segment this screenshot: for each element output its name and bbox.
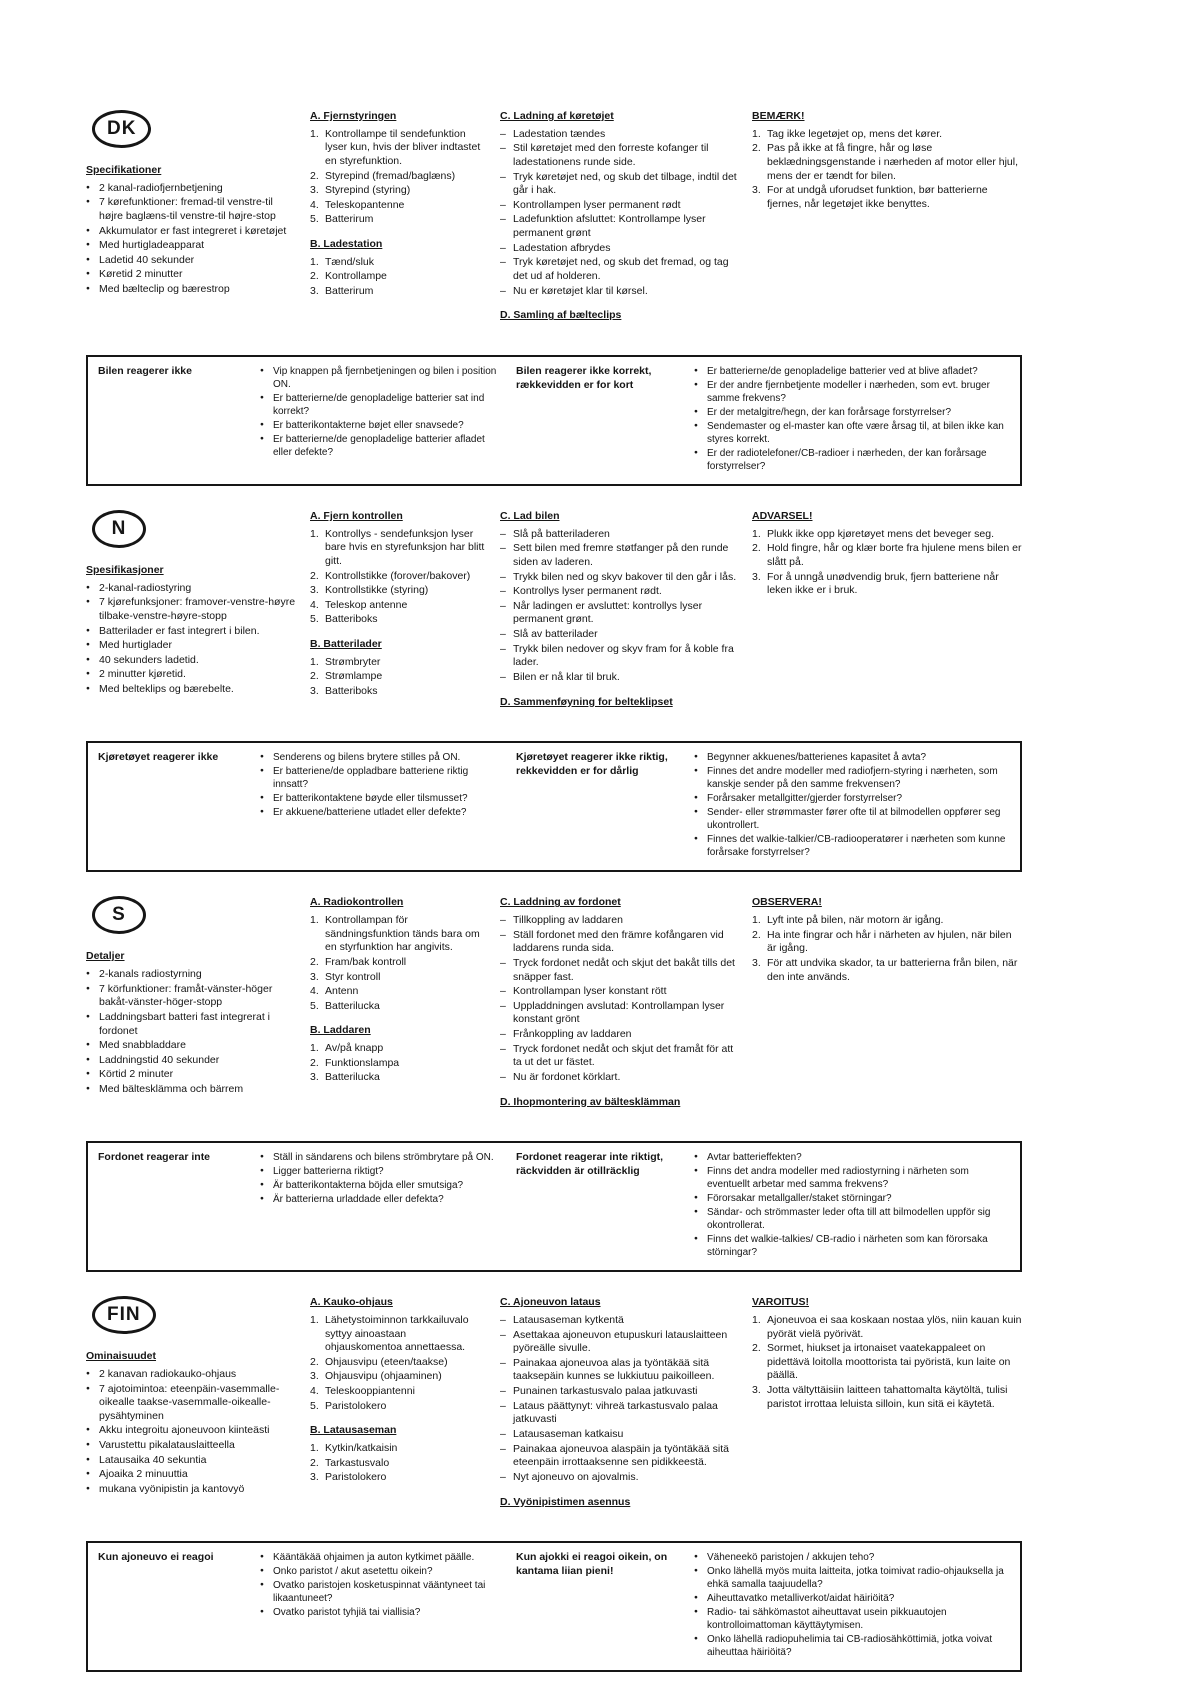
check-item: ● Er batterikontaktene bøyde eller tilsmusset? xyxy=(260,792,500,805)
warning-list xyxy=(752,1314,1022,1411)
check-item: ● Er der andre fjernbetjente modeller i nærheden, som evt. bruger samme frekvens? xyxy=(694,379,1012,405)
remote-control-item: Ohjausvipu (eteen/taakse) xyxy=(325,1355,448,1368)
charging-column xyxy=(500,896,738,1113)
section-a-list xyxy=(310,1314,486,1413)
spec-item: ● Laddningstid 40 sekunder xyxy=(86,1054,296,1068)
language-badge xyxy=(92,510,146,548)
remote-control-item: Kontrollampe til sendefunktion lyser kun, hvis der bliver indtastet en styrefunktion. xyxy=(325,127,481,167)
spec-item: ● Ajoaika 2 minuuttia xyxy=(86,1468,296,1482)
specs-title: Spesifikasjoner xyxy=(86,563,164,576)
charging-step: – Lataus päättynyt: vihreä tarkastusvalo palaa jatkuvasti xyxy=(500,1400,738,1427)
spec-item: ● Køretid 2 minutter xyxy=(86,268,296,282)
remote-control-item: Kontrollstikke (styring) xyxy=(325,584,429,597)
remote-control-item: Styr kontroll xyxy=(325,970,381,983)
check-item: ● Onko paristot / akut asetettu oikein? xyxy=(260,1565,500,1578)
charging-step: – Sett bilen med fremre støtfanger på den runde siden av laderen. xyxy=(500,542,738,569)
warning-column xyxy=(752,110,1022,327)
check-item: ● Väheneekö paristojen / akkujen teho? xyxy=(694,1551,1012,1564)
checks-short-range xyxy=(694,365,1012,474)
language-block xyxy=(86,896,1022,1272)
warning-column xyxy=(752,510,1022,713)
checks-no-response xyxy=(260,1151,500,1260)
charging-step: – Når ladingen er avsluttet: kontrollys lyser permanent grønt. xyxy=(500,600,738,627)
remote-control-item: Paristolokero xyxy=(325,1399,387,1412)
remote-control-item: Batteriboks xyxy=(325,613,378,626)
charging-step: – Ställ fordonet med den främre kofångaren vid laddarens runda sida. xyxy=(500,929,738,956)
charging-step: – Nu är fordonet körklart. xyxy=(500,1071,738,1085)
remote-control-item: Kontrollys - sendefunksjon lyser bare hvis en styrefunksjon har blitt gitt. xyxy=(325,527,485,567)
warning-item: Sormet, hiukset ja irtonaiset vaatekappaleet on pidettävä loitolla moottorista tai pyöristä, kun laite on päällä. xyxy=(767,1342,1011,1382)
section-a-title: A. Kauko-ohjaus xyxy=(310,1296,393,1309)
section-c-list xyxy=(500,914,738,1085)
specs-column xyxy=(86,896,296,1113)
spec-item: ● Latausaika 40 sekuntia xyxy=(86,1454,296,1468)
remote-control-item: Batterilucka xyxy=(325,999,380,1012)
problem-label-short-range: Kun ajokki ei reagoi oikein, on kantama liian pieni! xyxy=(516,1551,668,1577)
charging-station-item: Tænd/sluk xyxy=(325,255,375,268)
warning-item: Pas på ikke at få fingre, hår og løse beklædningsgenstande i nærheden af motor eller hjul, mens der er tændt for bilen. xyxy=(767,142,1018,182)
charging-step: – Slå på batteriladeren xyxy=(500,528,738,542)
charging-step: – Kontrollampen lyser permanent rødt xyxy=(500,199,738,213)
warning-item: För att undvika skador, ta ur batterierna från bilen, när den inte används. xyxy=(767,956,1018,983)
problem-label-short-range: Fordonet reagerar inte riktigt, räckvidden är otillräcklig xyxy=(516,1151,664,1177)
language-block xyxy=(86,510,1022,872)
charging-column xyxy=(500,510,738,713)
spec-item: ● Med bältesklämma och bärrem xyxy=(86,1083,296,1097)
warning-column xyxy=(752,1296,1022,1513)
section-c-list xyxy=(500,528,738,685)
troubleshooting-table xyxy=(86,1541,1022,1672)
charging-station-item: Tarkastusvalo xyxy=(325,1456,390,1469)
charging-step: – Asettakaa ajoneuvon etupuskuri latauslaitteen pyöreälle sivulle. xyxy=(500,1329,738,1356)
spec-item: ● 7 kørefunktioner: fremad-til venstre-til højre baglæns-til venstre-til højre-stop xyxy=(86,196,296,223)
warning-title: ADVARSEL! xyxy=(752,509,813,522)
charging-column xyxy=(500,110,738,327)
language-section xyxy=(86,1296,1022,1513)
section-a-list xyxy=(310,128,486,227)
section-a-title: A. Radiokontrollen xyxy=(310,896,404,909)
spec-item: ● Körtid 2 minuter xyxy=(86,1068,296,1082)
spec-item: ● 7 kjørefunksjoner: framover-venstre-høyre tilbake-venstre-høyre-stopp xyxy=(86,596,296,623)
warning-item: For at undgå uforudset funktion, bør batterierne fjernes, når legetøjet ikke benyttes. xyxy=(767,184,988,210)
troubleshooting-table xyxy=(86,1141,1022,1272)
section-b-title: B. Ladestation xyxy=(310,238,383,251)
charging-station-item: Strømlampe xyxy=(325,670,383,683)
spec-item: ● 2-kanal-radiostyring xyxy=(86,582,296,596)
check-item: ● Er batterierne/de genopladelige batterier sat ind korrekt? xyxy=(260,392,500,418)
check-item: ● Finns det walkie-talkies/ CB-radio i närheten som kan förorsaka störningar? xyxy=(694,1233,1012,1259)
problem-label-no-response: Fordonet reagerar inte xyxy=(98,1151,211,1164)
specs-column xyxy=(86,110,296,327)
section-b-list xyxy=(310,1442,486,1485)
checks-short-range xyxy=(694,751,1012,860)
specs-column xyxy=(86,510,296,713)
spec-item: ● 40 sekunders ladetid. xyxy=(86,654,296,668)
spec-item: ● Laddningsbart batteri fast integrerat i fordonet xyxy=(86,1011,296,1038)
charging-station-item: Kytkin/katkaisin xyxy=(325,1442,398,1455)
spec-item: ● Akkumulator er fast integreret i køretøjet xyxy=(86,225,296,239)
spec-item: ● Med bælteclip og bærestrop xyxy=(86,283,296,297)
section-d-title: D. Samling af bælteclips xyxy=(500,309,622,322)
section-d-title: D. Ihopmontering av bältesklämman xyxy=(500,1095,681,1108)
warning-list xyxy=(752,914,1022,984)
remote-control-item: Kontrollstikke (forover/bakover) xyxy=(325,569,471,582)
charging-step: – Tryck fordonet nedåt och skjut det framåt för att ta ut det ur fästet. xyxy=(500,1043,738,1070)
charging-step: – Kontrollys lyser permanent rødt. xyxy=(500,585,738,599)
warning-item: Plukk ikke opp kjøretøyet mens det beveger seg. xyxy=(767,527,995,540)
remote-and-charger-column xyxy=(310,110,486,327)
charging-step: – Ladestation afbrydes xyxy=(500,242,738,256)
specs-list xyxy=(86,968,296,1097)
specs-list xyxy=(86,182,296,297)
charging-step: – Trykk bilen ned og skyv bakover til den går i lås. xyxy=(500,571,738,585)
spec-item: ● 7 ajotoimintoa: eteenpäin-vasemmalle-oikealle taakse-vasemmalle-oikealle-pysähtyminen xyxy=(86,1383,296,1424)
warning-item: Lyft inte på bilen, när motorn är igång. xyxy=(767,913,944,926)
charging-step: – Bilen er nå klar til bruk. xyxy=(500,671,738,685)
check-item: ● Vip knappen på fjernbetjeningen og bilen i position ON. xyxy=(260,365,500,391)
section-a-title: A. Fjernstyringen xyxy=(310,110,397,122)
check-item: ● Finns det andra modeller med radiostyrning i närheten som eventuellt arbetar med samma frekvens? xyxy=(694,1165,1012,1191)
problem-label-no-response: Kun ajoneuvo ei reagoi xyxy=(98,1551,214,1564)
spec-item: ● Med hurtiglader xyxy=(86,639,296,653)
charging-step: – Latausaseman katkaisu xyxy=(500,1428,738,1442)
check-item: ● Aiheuttavatko metalliverkot/aidat häiriöitä? xyxy=(694,1592,1012,1605)
check-item: ● Onko lähellä radiopuhelimia tai CB-radiosähköttimiä, jotka voivat aiheuttaa häiriöitä? xyxy=(694,1633,1012,1659)
language-badge xyxy=(92,110,151,148)
charging-step: – Tryk køretøjet ned, og skub det fremad, og tag det ud af holderen. xyxy=(500,256,738,283)
warning-title: VAROITUS! xyxy=(752,1296,809,1309)
check-item: ● Kääntäkää ohjaimen ja auton kytkimet päälle. xyxy=(260,1551,500,1564)
spec-item: ● 2 minutter kjøretid. xyxy=(86,668,296,682)
language-section xyxy=(86,896,1022,1113)
language-block xyxy=(86,110,1022,486)
warning-item: Hold fingre, hår og klær borte fra hjulene mens bilen er slått på. xyxy=(767,542,1022,568)
remote-control-item: Styrepind (styring) xyxy=(325,184,411,197)
specs-column xyxy=(86,1296,296,1513)
remote-control-item: Teleskop antenne xyxy=(325,598,408,611)
section-d-title: D. Vyönipistimen asennus xyxy=(500,1495,631,1508)
check-item: ● Onko lähellä myös muita laitteita, jotka toimivat radio-ohjauksella ja ehkä samalla taajuudella? xyxy=(694,1565,1012,1591)
spec-item: ● Ladetid 40 sekunder xyxy=(86,254,296,268)
language-code: N xyxy=(111,517,127,539)
check-item: ● Senderens og bilens brytere stilles på ON. xyxy=(260,751,500,764)
section-c-title: C. Lad bilen xyxy=(500,509,560,522)
language-code: FIN xyxy=(107,1303,141,1325)
charging-step: – Frånkoppling av laddaren xyxy=(500,1028,738,1042)
charging-station-item: Batterilucka xyxy=(325,1071,380,1084)
remote-control-item: Teleskopantenne xyxy=(325,198,405,211)
spec-item: ● mukana vyönipistin ja kantovyö xyxy=(86,1483,296,1497)
remote-control-item: Styrepind (fremad/baglæns) xyxy=(325,169,456,182)
check-item: ● Sendemaster og el-master kan ofte være årsag til, at bilen ikke kan styres korrekt. xyxy=(694,420,1012,446)
checks-no-response xyxy=(260,751,500,860)
remote-and-charger-column xyxy=(310,510,486,713)
charging-step: – Trykk bilen nedover og skyv fram for å koble fra lader. xyxy=(500,643,738,670)
warning-title: OBSERVERA! xyxy=(752,896,822,909)
charging-station-item: Kontrollampe xyxy=(325,270,387,283)
check-item: ● Begynner akkuenes/batterienes kapasitet å avta? xyxy=(694,751,1012,764)
section-b-list xyxy=(310,256,486,299)
language-section xyxy=(86,110,1022,327)
spec-item: ● Akku integroitu ajoneuvoon kiinteästi xyxy=(86,1424,296,1438)
checks-no-response xyxy=(260,365,500,474)
check-item: ● Är batterikontakterna böjda eller smutsiga? xyxy=(260,1179,500,1192)
language-block xyxy=(86,1296,1022,1672)
section-d-title: D. Sammenføyning for belteklipset xyxy=(500,695,673,708)
check-item: ● Er akkuene/batteriene utladet eller defekte? xyxy=(260,806,500,819)
specs-list xyxy=(86,1368,296,1497)
charging-step: – Painakaa ajoneuvoa alaspäin ja työntäkää sitä eteenpäin irrottaaksenne sen pidikkeestä. xyxy=(500,1443,738,1470)
spec-item: ● Varustettu pikalatauslaitteella xyxy=(86,1439,296,1453)
section-b-list xyxy=(310,1042,486,1085)
section-c-list xyxy=(500,128,738,299)
spec-item: ● 2-kanals radiostyrning xyxy=(86,968,296,982)
charging-step: – Kontrollampan lyser konstant rött xyxy=(500,985,738,999)
spec-item: ● 2 kanavan radiokauko-ohjaus xyxy=(86,1368,296,1382)
check-item: ● Är batterierna urladdade eller defekta? xyxy=(260,1193,500,1206)
charging-step: – Ladestation tændes xyxy=(500,128,738,142)
problem-label-short-range: Kjøretøyet reagerer ikke riktig, rekkevidden er for dårlig xyxy=(516,751,668,777)
language-badge xyxy=(92,1296,156,1334)
warning-list xyxy=(752,128,1022,212)
check-item: ● Ovatko paristot tyhjiä tai viallisia? xyxy=(260,1606,500,1619)
section-a-title: A. Fjern kontrollen xyxy=(310,509,403,522)
section-c-title: C. Laddning av fordonet xyxy=(500,896,621,909)
charging-step: – Tryck fordonet nedåt och skjut det bakåt tills det snäpper fast. xyxy=(500,957,738,984)
spec-item: ● 2 kanal-radiofjernbetjening xyxy=(86,182,296,196)
charging-step: – Punainen tarkastusvalo palaa jatkuvasti xyxy=(500,1385,738,1399)
charging-station-item: Paristolokero xyxy=(325,1471,387,1484)
section-c-title: C. Ajoneuvon lataus xyxy=(500,1296,601,1309)
check-item: ● Ligger batterierna riktigt? xyxy=(260,1165,500,1178)
spec-item: ● Med snabbladdare xyxy=(86,1039,296,1053)
troubleshooting-table xyxy=(86,741,1022,872)
specs-title: Specifikationer xyxy=(86,164,162,176)
check-item: ● Er batterikontakterne bøjet eller snavsede? xyxy=(260,419,500,432)
language-code: DK xyxy=(107,117,137,139)
section-a-list xyxy=(310,914,486,1013)
spec-item: ● Batterilader er fast integrert i bilen. xyxy=(86,625,296,639)
warning-item: Jotta vältyttäisiin laitteen tahattomalta käytöltä, tulisi paristot irrottaa leluista silloin, kun sitä ei käytetä. xyxy=(767,1384,1008,1410)
charging-step: – Tillkoppling av laddaren xyxy=(500,914,738,928)
problem-label-no-response: Bilen reagerer ikke xyxy=(98,364,192,377)
check-item: ● Ovatko paristojen kosketuspinnat vääntyneet tai likaantuneet? xyxy=(260,1579,500,1605)
check-item: ● Er der metalgitre/hegn, der kan forårsage forstyrrelser? xyxy=(694,406,1012,419)
spec-item: ● 7 körfunktioner: framåt-vänster-höger bakåt-vänster-höger-stopp xyxy=(86,983,296,1010)
charging-station-item: Funktionslampa xyxy=(325,1056,400,1069)
check-item: ● Er batteriene/de oppladbare batteriene riktig innsatt? xyxy=(260,765,500,791)
section-b-title: B. Batterilader xyxy=(310,638,382,651)
specs-list xyxy=(86,582,296,697)
checks-no-response xyxy=(260,1551,500,1660)
remote-and-charger-column xyxy=(310,896,486,1113)
troubleshooting-table xyxy=(86,355,1022,486)
spec-item: ● Med hurtigladeapparat xyxy=(86,239,296,253)
check-item: ● Förorsakar metallgaller/staket störningar? xyxy=(694,1192,1012,1205)
checks-short-range xyxy=(694,1151,1012,1260)
charging-station-item: Batteriboks xyxy=(325,685,378,698)
language-code: S xyxy=(112,903,126,925)
spec-item: ● Med belteklips og bærebelte. xyxy=(86,683,296,697)
section-b-title: B. Latausaseman xyxy=(310,1424,397,1437)
checks-short-range xyxy=(694,1551,1012,1660)
remote-control-item: Ohjausvipu (ohjaaminen) xyxy=(325,1370,442,1383)
charging-step: – Stil køretøjet med den forreste kofanger til ladestationens runde side. xyxy=(500,142,738,169)
warning-item: Ajoneuvoa ei saa koskaan nostaa ylös, niin kauan kuin pyörät vielä pyörivät. xyxy=(767,1313,1022,1340)
charging-step: – Painakaa ajoneuvoa alas ja työntäkää sitä taaksepäin kunnes se lukkiutuu paikoilleen. xyxy=(500,1357,738,1384)
section-b-list xyxy=(310,656,486,699)
language-badge xyxy=(92,896,146,934)
check-item: ● Er batterierne/de genopladelige batterier afladet eller defekte? xyxy=(260,433,500,459)
charging-station-item: Strømbryter xyxy=(325,655,381,668)
check-item: ● Er der radiotelefoner/CB-radioer i nærheden, der kan forårsage forstyrrelser? xyxy=(694,447,1012,473)
check-item: ● Ställ in sändarens och bilens strömbrytare på ON. xyxy=(260,1151,500,1164)
specs-title: Ominaisuudet xyxy=(86,1350,157,1363)
problem-label-short-range: Bilen reagerer ikke korrekt, rækkevidden er for kort xyxy=(516,364,652,391)
charging-step: – Slå av batterilader xyxy=(500,628,738,642)
section-b-title: B. Laddaren xyxy=(310,1024,371,1037)
remote-control-item: Antenn xyxy=(325,985,359,998)
language-section xyxy=(86,510,1022,713)
warning-title: BEMÆRK! xyxy=(752,110,805,122)
check-item: ● Er batterierne/de genopladelige batterier ved at blive afladet? xyxy=(694,365,1012,378)
remote-control-item: Lähetystoiminnon tarkkailuvalo syttyy ainoastaan ohjauskomentoa annettaessa. xyxy=(325,1313,469,1354)
check-item: ● Sändar- och strömmaster leder ofta till att bilmodellen uppför sig okontrollerat. xyxy=(694,1206,1012,1232)
section-a-list xyxy=(310,528,486,627)
warning-item: Ha inte fingrar och hår i närheten av hjulen, när bilen är igång. xyxy=(767,928,1012,955)
charging-step: – Nyt ajoneuvo on ajovalmis. xyxy=(500,1471,738,1485)
section-c-list xyxy=(500,1314,738,1485)
charging-column xyxy=(500,1296,738,1513)
charging-step: – Nu er køretøjet klar til kørsel. xyxy=(500,285,738,299)
check-item: ● Finnes det walkie-talkier/CB-radiooperatører i nærheten som kunne forårsake forstyrrelser? xyxy=(694,833,1012,859)
remote-control-item: Kontrollampan för sändningsfunktion tänds bara om en styrfunktion har angivits. xyxy=(325,913,480,954)
warning-list xyxy=(752,528,1022,598)
check-item: ● Sender- eller strømmaster fører ofte til at bilmodellen oppfører seg ukontrollert. xyxy=(694,806,1012,832)
section-c-title: C. Ladning af køretøjet xyxy=(500,110,614,122)
charging-step: – Ladefunktion afsluttet: Kontrollampe lyser permanent grønt xyxy=(500,213,738,240)
charging-step: – Latausaseman kytkentä xyxy=(500,1314,738,1328)
warning-item: For å unngå unødvendig bruk, fjern batteriene når leken ikke er i bruk. xyxy=(767,570,999,597)
problem-label-no-response: Kjøretøyet reagerer ikke xyxy=(98,751,219,764)
check-item: ● Forårsaker metallgitter/gjerder forstyrrelser? xyxy=(694,792,1012,805)
check-item: ● Finnes det andre modeller med radiofjern-styring i nærheten, som kanskje sender på den samme frekvensen? xyxy=(694,765,1012,791)
warning-item: Tag ikke legetøjet op, mens det kører. xyxy=(767,127,943,140)
check-item: ● Radio- tai sähkömastot aiheuttavat usein pikkuautojen kontrolloimattoman käyttäytymisen. xyxy=(694,1606,1012,1632)
remote-and-charger-column xyxy=(310,1296,486,1513)
charging-step: – Tryk køretøjet ned, og skub det tilbage, indtil det går i hak. xyxy=(500,171,738,198)
check-item: ● Avtar batterieffekten? xyxy=(694,1151,1012,1164)
charging-station-item: Av/på knapp xyxy=(325,1042,384,1055)
remote-control-item: Teleskooppiantenni xyxy=(325,1385,415,1398)
remote-control-item: Fram/bak kontroll xyxy=(325,955,407,968)
specs-title: Detaljer xyxy=(86,950,125,963)
remote-control-item: Batterirum xyxy=(325,213,374,226)
warning-column xyxy=(752,896,1022,1113)
charging-station-item: Batterirum xyxy=(325,285,374,298)
charging-step: – Uppladdningen avslutad: Kontrollampan lyser konstant grönt xyxy=(500,1000,738,1027)
